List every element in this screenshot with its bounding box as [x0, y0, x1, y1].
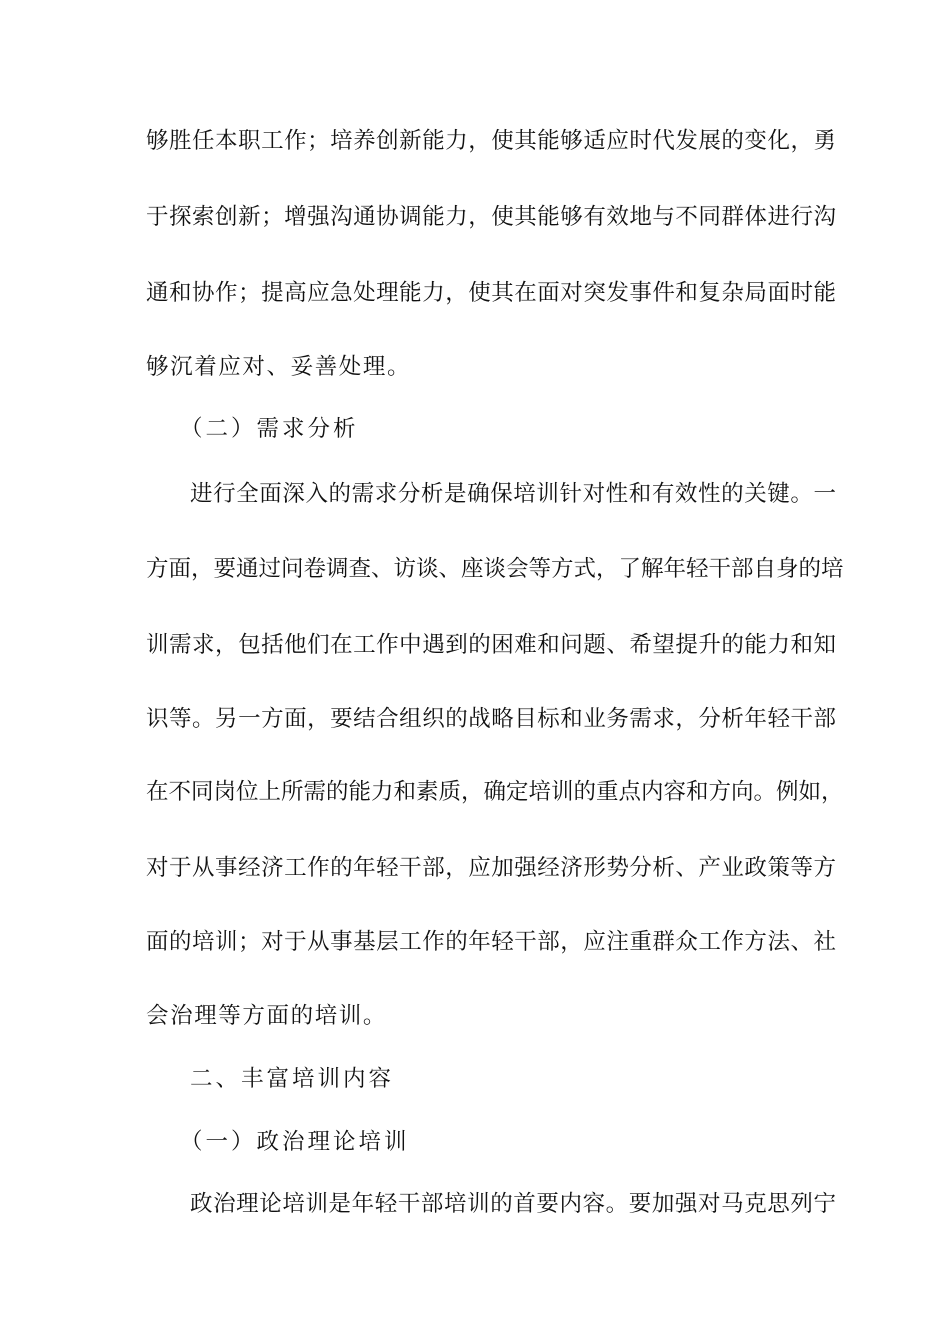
paragraph-line: 对于从事经济工作的年轻干部，应加强经济形势分析、产业政策等方	[146, 855, 836, 881]
paragraph-line: 方面，要通过问卷调查、访谈、座谈会等方式，了解年轻干部自身的培	[146, 556, 844, 582]
paragraph-line: 在不同岗位上所需的能力和素质，确定培训的重点内容和方向。例如，	[146, 779, 844, 805]
subsection-heading-political-theory: （一）政治理论培训	[180, 1129, 410, 1155]
paragraph-line: 够胜任本职工作；培养创新能力，使其能够适应时代发展的变化，勇	[146, 128, 836, 154]
paragraph-line: 训需求，包括他们在工作中遇到的困难和问题、希望提升的能力和知	[146, 632, 836, 658]
paragraph-line: 进行全面深入的需求分析是确保培训针对性和有效性的关键。一	[190, 481, 836, 507]
paragraph-line: 于探索创新；增强沟通协调能力，使其能够有效地与不同群体进行沟	[146, 204, 836, 230]
section-heading-demand-analysis: （二）需求分析	[180, 416, 359, 442]
paragraph-line: 通和协作；提高应急处理能力，使其在面对突发事件和复杂局面时能	[146, 280, 836, 306]
paragraph-line: 政治理论培训是年轻干部培训的首要内容。要加强对马克思列宁	[190, 1191, 836, 1217]
paragraph-line: 识等。另一方面，要结合组织的战略目标和业务需求，分析年轻干部	[146, 706, 836, 732]
paragraph-line: 面的培训；对于从事基层工作的年轻干部，应注重群众工作方法、社	[146, 929, 836, 955]
section-heading-enrich-content: 二、丰富培训内容	[190, 1066, 395, 1092]
paragraph-line: 会治理等方面的培训。	[146, 1003, 388, 1029]
paragraph-line: 够沉着应对、妥善处理。	[146, 354, 412, 380]
